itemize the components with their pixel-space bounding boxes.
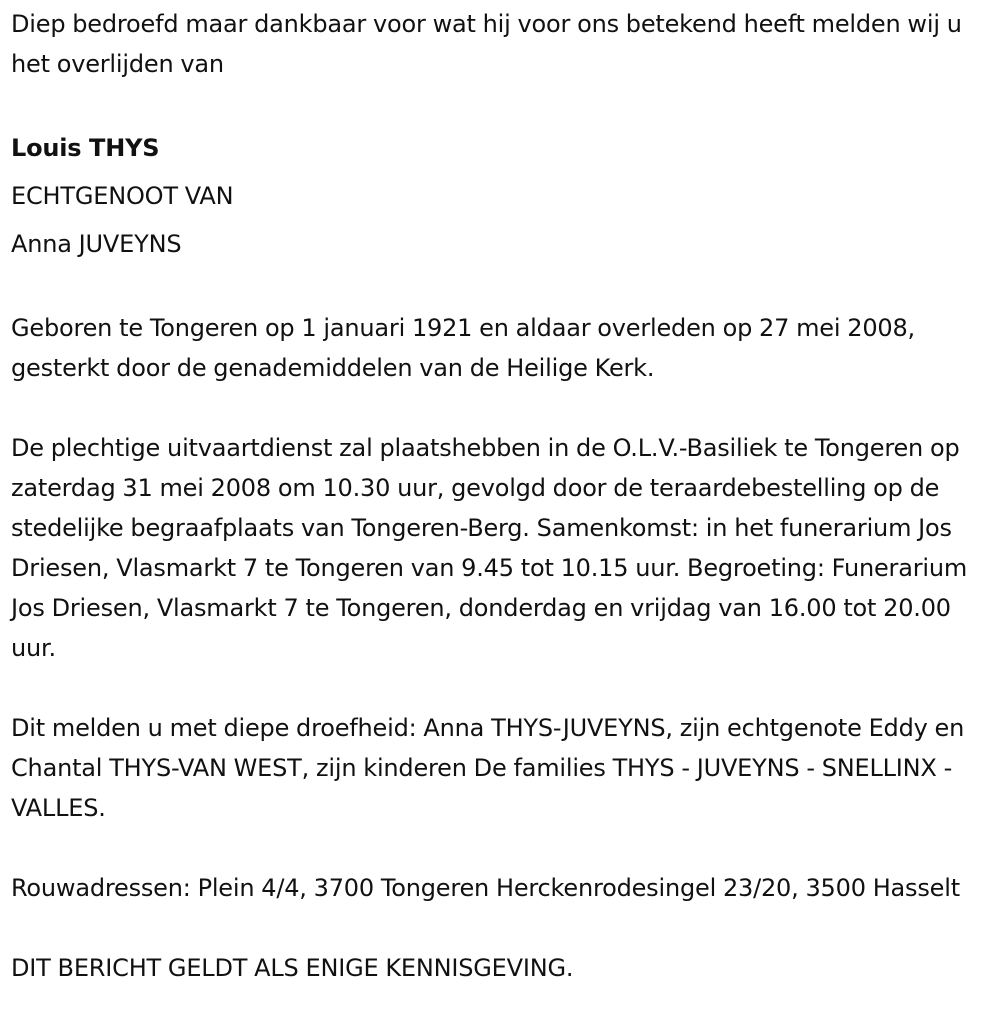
- intro-text: Diep bedroefd maar dankbaar voor wat hij voor ons betekend heeft melden wij u het overlijden van: [11, 10, 962, 78]
- spacer: [11, 828, 988, 868]
- closing-text: DIT BERICHT GELDT ALS ENIGE KENNISGEVING.: [11, 954, 574, 982]
- spacer: [11, 84, 988, 124]
- spacer: [11, 268, 988, 308]
- spacer: [11, 388, 988, 428]
- addresses-text: Rouwadressen: Plein 4/4, 3700 Tongeren Herckenrodesingel 23/20, 3500 Hasselt: [11, 874, 960, 902]
- deceased-name: Louis THYS: [11, 134, 160, 162]
- spacer: [11, 668, 988, 708]
- spouse-label: ECHTGENOOT VAN: [11, 182, 234, 210]
- birth-death-text: Geboren te Tongeren op 1 januari 1921 en aldaar overleden op 27 mei 2008, gesterkt door de genademiddelen van de Heilige Kerk.: [11, 314, 915, 382]
- spouse-name: Anna JUVEYNS: [11, 230, 182, 258]
- spacer: [11, 908, 988, 948]
- family-text: Dit melden u met diepe droefheid: Anna THYS-JUVEYNS, zijn echtgenote Eddy en Chantal THYS-VAN WEST, zijn kinderen De families THYS - JUVEYNS - SNELLINX - VALLES.: [11, 714, 965, 822]
- funeral-details: De plechtige uitvaartdienst zal plaatshebben in de O.L.V.-Basiliek te Tongeren op zaterdag 31 mei 2008 om 10.30 uur, gevolgd door de teraardebestelling op de stedelijke begraafplaats van Tongeren-Berg. Samenkomst: in het funerarium Jos Driesen, Vlasmarkt 7 te Tongeren van 9.45 tot 10.15 uur. Begroeting: Funerarium Jos Driesen, Vlasmarkt 7 te Tongeren, donderdag en vrijdag van 16.00 tot 20.00 uur.: [11, 434, 968, 662]
